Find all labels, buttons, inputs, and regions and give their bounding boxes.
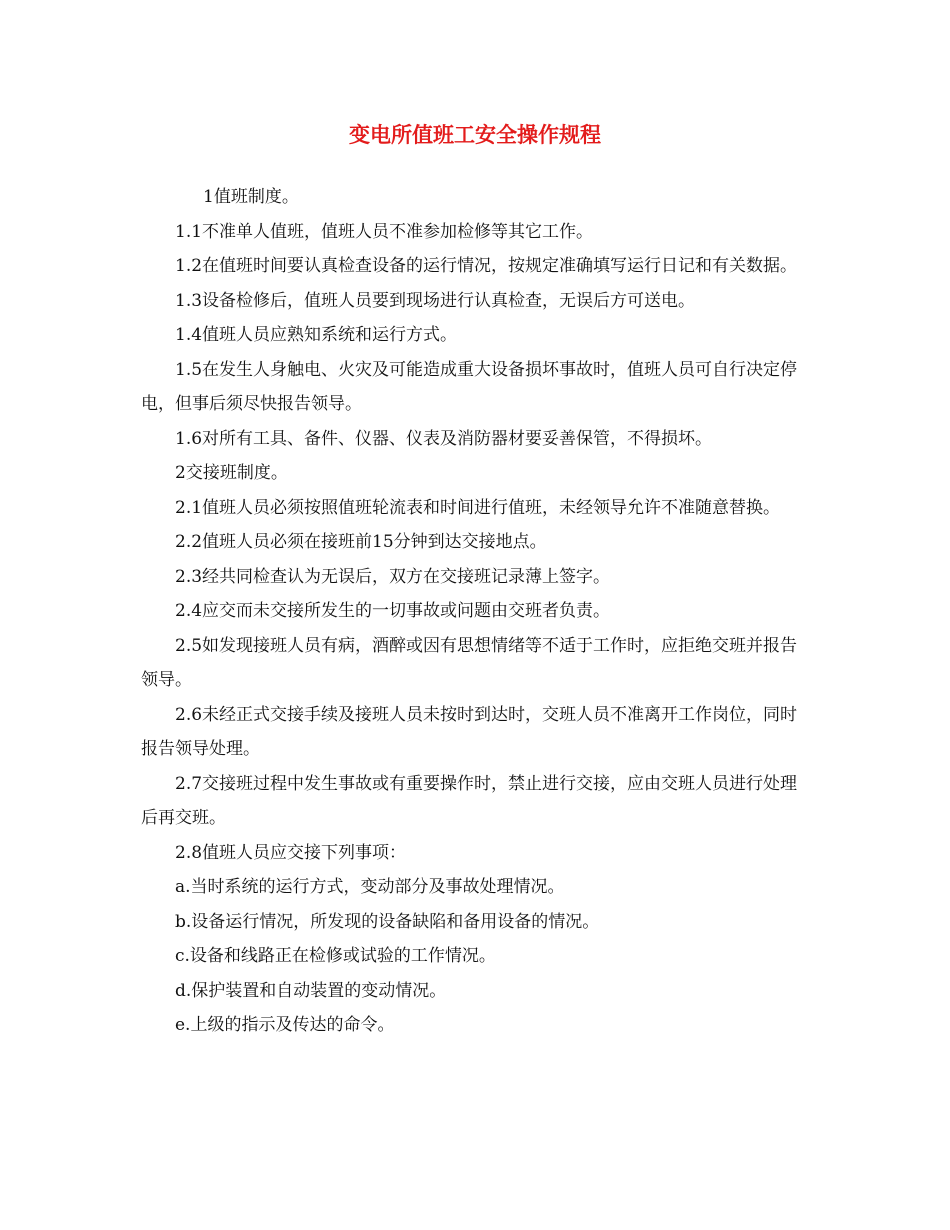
paragraph: 1.1不准单人值班，值班人员不准参加检修等其它工作。: [175, 221, 594, 242]
document-title: 变电所值班工安全操作规程: [349, 123, 601, 147]
section-heading: 2交接班制度。: [175, 463, 288, 483]
section-heading: 1值班制度。: [203, 187, 299, 207]
paragraph: 2.3经共同检查认为无误后，双方在交接班记录薄上签字。: [175, 566, 611, 587]
list-item: d.保护装置和自动装置的变动情况。: [175, 980, 447, 1001]
paragraph: 1.3设备检修后，值班人员要到现场进行认真检查，无误后方可送电。: [175, 290, 696, 311]
paragraph: 2.2值班人员必须在接班前15分钟到达交接地点。: [175, 532, 547, 552]
paragraph: 2.8值班人员应交接下列事项：: [175, 842, 407, 863]
paragraph: 2.1值班人员必须按照值班轮流表和时间进行值班，未经领导允许不准随意替换。: [175, 497, 781, 518]
paragraph: 1.4值班人员应熟知系统和运行方式。: [175, 325, 458, 345]
list-item: b.设备运行情况，所发现的设备缺陷和备用设备的情况。: [175, 911, 600, 932]
paragraph: 2.5如发现接班人员有病，酒醉或因有思想情绪等不适于工作时，应拒绝交班并报告领导。: [141, 635, 798, 690]
list-item: e.上级的指示及传达的命令。: [175, 1015, 395, 1035]
paragraph: 2.4应交而未交接所发生的一切事故或问题由交班者负责。: [175, 601, 611, 621]
list-item: a.当时系统的运行方式，变动部分及事故处理情况。: [175, 877, 565, 897]
paragraph: 1.2在值班时间要认真检查设备的运行情况，按规定准确填写运行日记和有关数据。: [175, 256, 798, 276]
document-body: [141, 180, 813, 1043]
list-item: c.设备和线路正在检修或试验的工作情况。: [175, 946, 496, 966]
paragraph: 2.6未经正式交接手续及接班人员未按时到达时，交班人员不准离开工作岗位，同时报告领导处理。: [141, 704, 798, 759]
paragraph: 1.6对所有工具、备件、仪器、仪表及消防器材要妥善保管，不得损坏。: [175, 428, 713, 449]
paragraph: 1.5在发生人身触电、火灾及可能造成重大设备损坏事故时，值班人员可自行决定停电，但事后须尽快报告领导。: [141, 359, 798, 414]
paragraph: 2.7交接班过程中发生事故或有重要操作时，禁止进行交接，应由交班人员进行处理后再交班。: [141, 773, 798, 828]
